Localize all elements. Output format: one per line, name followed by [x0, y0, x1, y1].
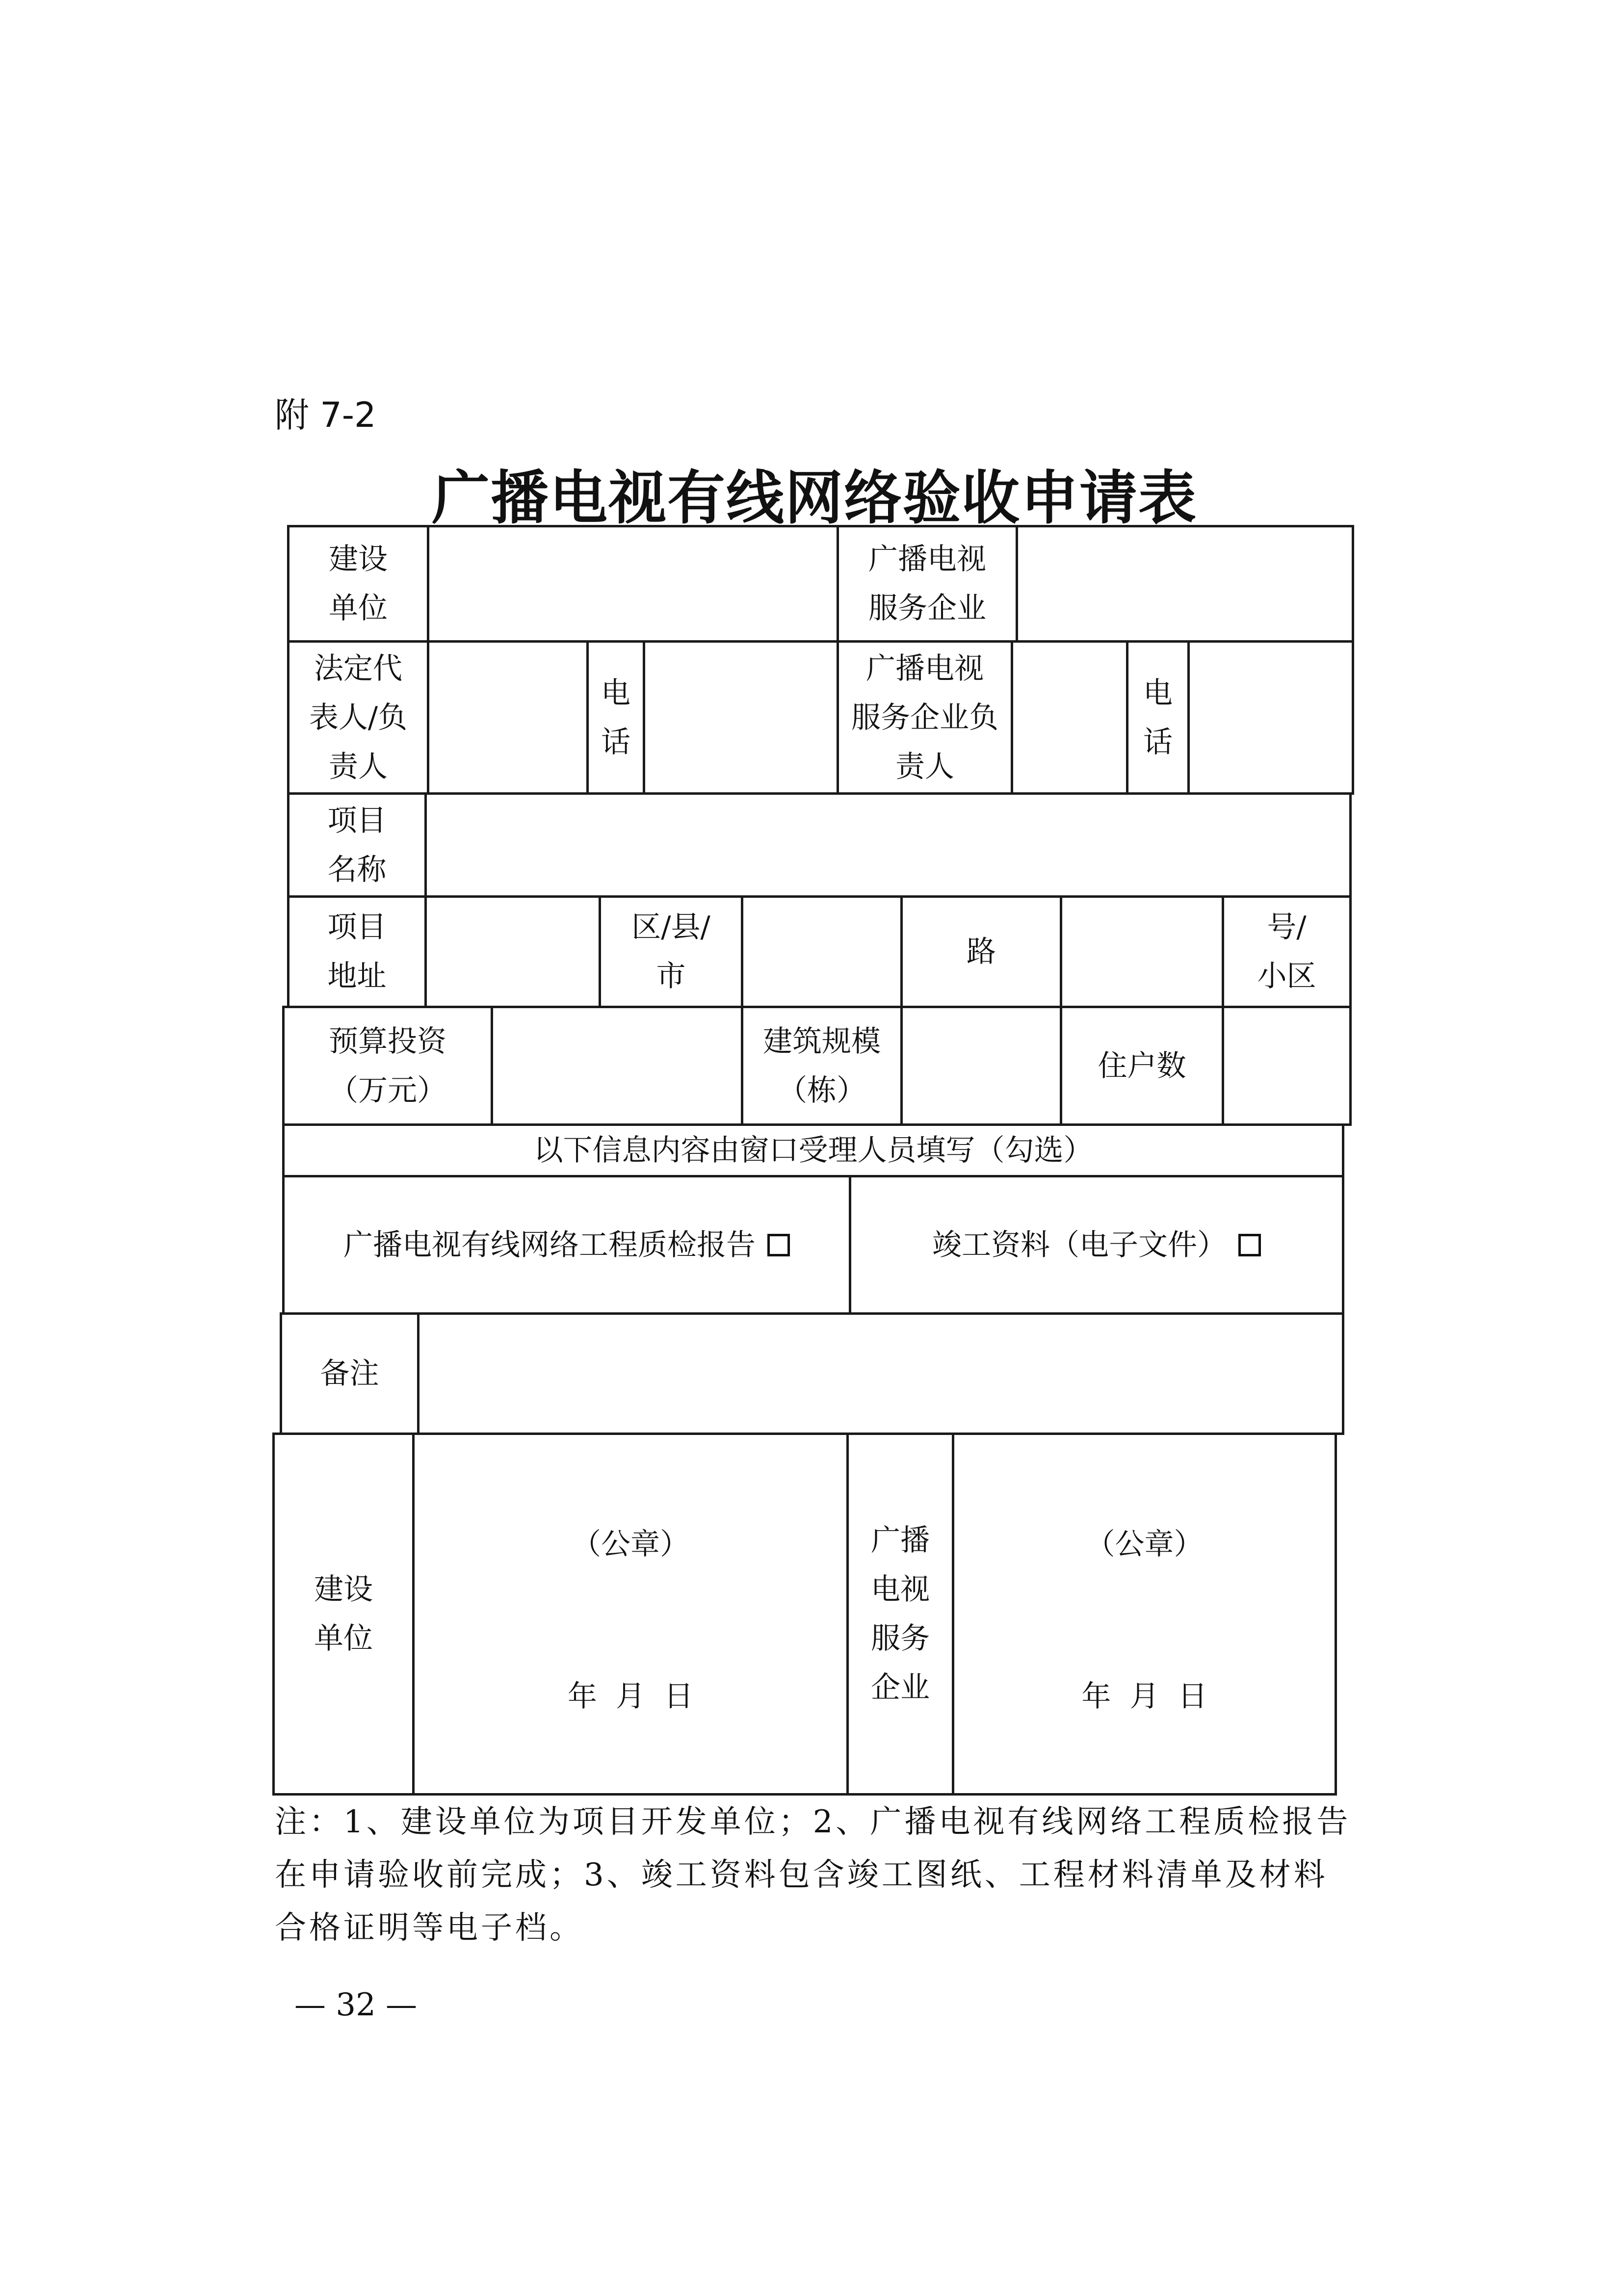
road-label: 路 — [900, 895, 1062, 1008]
service-enterprise-input[interactable] — [1016, 525, 1354, 643]
quality-report-label: 广播电视有线网络工程质检报告 — [343, 1227, 756, 1262]
district-label: 区/县/ 市 — [599, 895, 743, 1008]
page-number: — 32 — — [294, 1987, 418, 2023]
quality-report-checkbox[interactable] — [767, 1234, 790, 1256]
legal-rep-label: 法定代 表人/负 责人 — [287, 640, 429, 795]
legal-rep-input[interactable] — [427, 640, 589, 795]
building-scale-label: 建筑规模 （栋） — [741, 1006, 903, 1126]
window-info-header: 以下信息内容由窗口受理人员填写（勾选） — [282, 1123, 1344, 1177]
number-label: 号/ 小区 — [1222, 895, 1352, 1008]
phone-input[interactable] — [643, 640, 839, 795]
service-seal-label: 广播 电视 服务 企业 — [846, 1433, 954, 1796]
builder-seal-text: （公章） — [572, 1527, 689, 1562]
completion-docs-checkbox[interactable] — [1238, 1234, 1261, 1256]
builder-seal-label: 建设 单位 — [272, 1433, 415, 1796]
budget-label: 预算投资 （万元） — [282, 1006, 493, 1126]
project-name-input[interactable] — [424, 792, 1352, 898]
address-number-input[interactable] — [1060, 895, 1224, 1008]
remarks-input[interactable] — [417, 1312, 1344, 1435]
builder-input[interactable] — [427, 525, 839, 643]
building-scale-input[interactable] — [900, 1006, 1062, 1126]
builder-date-text: 年 月 日 — [567, 1679, 694, 1714]
remarks-label: 备注 — [280, 1312, 419, 1435]
attachment-label: 附 7-2 — [275, 395, 376, 435]
phone-input-2[interactable] — [1187, 640, 1354, 795]
phone-label: 电 话 — [586, 640, 645, 795]
footnote: 注：1、建设单位为项目开发单位；2、广播电视有线网络工程质检报告在申请验收前完成；3、竣工资料包含竣工图纸、工程材料清单及材料合格证明等电子档。 — [275, 1804, 1351, 1946]
project-name-label: 项目 名称 — [287, 792, 427, 898]
address-road-input[interactable] — [741, 895, 903, 1008]
budget-input[interactable] — [491, 1006, 743, 1126]
service-seal-area[interactable] — [952, 1433, 1337, 1796]
builder-label: 建设 单位 — [287, 525, 429, 643]
form-title: 广播电视有线网络验收申请表 — [431, 464, 1197, 532]
households-input[interactable] — [1222, 1006, 1352, 1126]
service-head-label: 广播电视 服务企业负 责人 — [837, 640, 1013, 795]
builder-seal-area[interactable] — [412, 1433, 849, 1796]
service-head-input[interactable] — [1011, 640, 1128, 795]
service-date-text: 年 月 日 — [1081, 1679, 1207, 1714]
service-seal-text: （公章） — [1085, 1527, 1204, 1562]
quality-report-cell — [282, 1175, 851, 1315]
address-district-input[interactable] — [424, 895, 601, 1008]
service-enterprise-label: 广播电视 服务企业 — [837, 525, 1018, 643]
project-address-label: 项目 地址 — [287, 895, 427, 1008]
households-label: 住户数 — [1060, 1006, 1224, 1126]
completion-docs-label: 竣工资料（电子文件） — [932, 1227, 1227, 1262]
completion-docs-cell — [849, 1175, 1344, 1315]
phone-label-2: 电 话 — [1126, 640, 1190, 795]
